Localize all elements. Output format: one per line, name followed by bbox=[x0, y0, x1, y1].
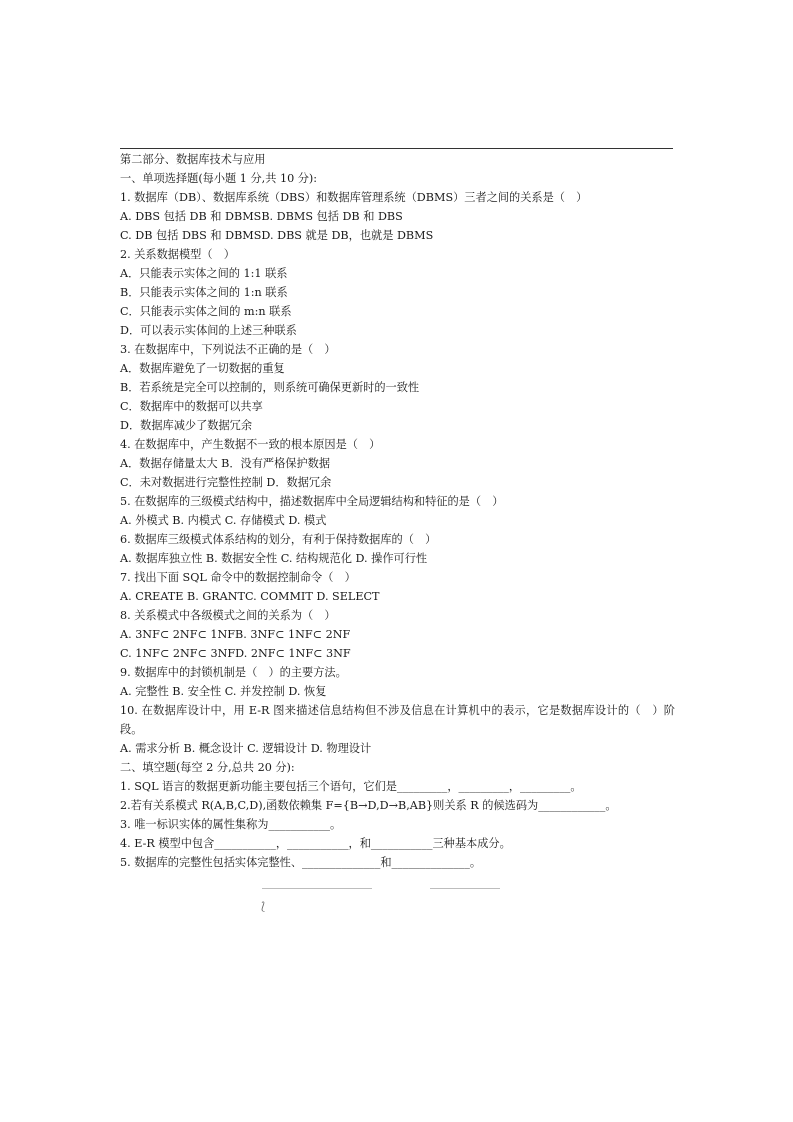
question-6-options: A. 数据库独立性 B. 数据安全性 C. 结构规范化 D. 操作可行性 bbox=[120, 552, 428, 565]
question-2-option-d: D．可以表示实体间的上述三种联系 bbox=[120, 324, 297, 337]
part-two-heading: 二、填空题(每空 2 分,总共 20 分): bbox=[120, 761, 295, 774]
faint-dash bbox=[262, 888, 372, 889]
question-8: 8. 关系模式中各级模式之间的关系为（ ） bbox=[120, 609, 336, 622]
question-3-option-d: D．数据库减少了数据冗余 bbox=[120, 419, 253, 432]
question-1-options-cd: C. DB 包括 DBS 和 DBMSD. DBS 就是 DB，也就是 DBMS bbox=[120, 229, 434, 242]
question-4: 4. 在数据库中，产生数据不一致的根本原因是（ ） bbox=[120, 438, 381, 451]
question-9-options: A. 完整性 B. 安全性 C. 并发控制 D. 恢复 bbox=[120, 685, 327, 698]
fill-question-5: 5. 数据库的完整性包括实体完整性、______________和______________。 bbox=[120, 856, 482, 869]
question-1-options-ab: A. DBS 包括 DB 和 DBMSB. DBMS 包括 DB 和 DBS bbox=[120, 210, 403, 223]
question-3-option-a: A．数据库避免了一切数据的重复 bbox=[120, 362, 285, 375]
section-title: 第二部分、数据库技术与应用 bbox=[120, 153, 266, 166]
faint-dash bbox=[430, 888, 500, 889]
question-3: 3. 在数据库中，下列说法不正确的是（ ） bbox=[120, 343, 336, 356]
question-7: 7. 找出下面 SQL 命令中的数据控制命令（ ） bbox=[120, 571, 356, 584]
question-2-option-a: A．只能表示实体之间的 1:1 联系 bbox=[120, 267, 288, 280]
question-5-options: A. 外模式 B. 内模式 C. 存储模式 D. 模式 bbox=[120, 514, 327, 527]
question-4-options-cd: C．未对数据进行完整性控制 D．数据冗余 bbox=[120, 476, 332, 489]
question-1: 1. 数据库（DB）、数据库系统（DBS）和数据库管理系统（DBMS）三者之间的关系是（ ） bbox=[120, 191, 588, 204]
question-7-options: A. CREATE B. GRANTC. COMMIT D. SELECT bbox=[120, 590, 380, 603]
question-10-options: A. 需求分析 B. 概念设计 C. 逻辑设计 D. 物理设计 bbox=[120, 742, 372, 755]
question-6: 6. 数据库三级模式体系结构的划分，有利于保持数据库的（ ） bbox=[120, 533, 437, 546]
fill-question-1: 1. SQL 语言的数据更新功能主要包括三个语句，它们是_________，_________，_________。 bbox=[120, 780, 582, 793]
question-5: 5. 在数据库的三级模式结构中，描述数据库中全局逻辑结构和特征的是（ ） bbox=[120, 495, 504, 508]
question-2-option-c: C．只能表示实体之间的 m:n 联系 bbox=[120, 305, 292, 318]
question-2: 2. 关系数据模型（ ） bbox=[120, 248, 235, 261]
question-3-option-c: C．数据库中的数据可以共享 bbox=[120, 400, 263, 413]
part-one-heading: 一、单项选择题(每小题 1 分,共 10 分): bbox=[120, 172, 318, 185]
faint-footer-line bbox=[262, 888, 502, 890]
question-8-options-ab: A. 3NF⊂ 2NF⊂ 1NFB. 3NF⊂ 1NF⊂ 2NF bbox=[120, 628, 351, 641]
question-3-option-b: B．若系统是完全可以控制的，则系统可确保更新时的一致性 bbox=[120, 381, 420, 394]
top-rule bbox=[120, 148, 673, 149]
question-10: 10. 在数据库设计中，用 E-R 图来描述信息结构但不涉及信息在计算机中的表示，它是数据库设计的（ ）阶段。 bbox=[120, 704, 675, 736]
question-2-option-b: B．只能表示实体之间的 1:n 联系 bbox=[120, 286, 288, 299]
question-9: 9. 数据库中的封锁机制是（ ）的主要方法。 bbox=[120, 666, 347, 679]
document-body bbox=[120, 150, 675, 872]
question-8-options-cd: C. 1NF⊂ 2NF⊂ 3NFD. 2NF⊂ 1NF⊂ 3NF bbox=[120, 647, 351, 660]
question-4-options-ab: A．数据存储量太大 B．没有严格保护数据 bbox=[120, 457, 331, 470]
footer-mark: ⟅ bbox=[261, 900, 266, 913]
fill-question-2: 2.若有关系模式 R(A,B,C,D),函数依赖集 F={B→D,D→B,AB}则关系 R 的候选码为____________。 bbox=[120, 799, 617, 812]
fill-question-3: 3. 唯一标识实体的属性集称为___________。 bbox=[120, 818, 342, 831]
fill-question-4: 4. E-R 模型中包含___________，___________，和___________三种基本成分。 bbox=[120, 837, 511, 850]
